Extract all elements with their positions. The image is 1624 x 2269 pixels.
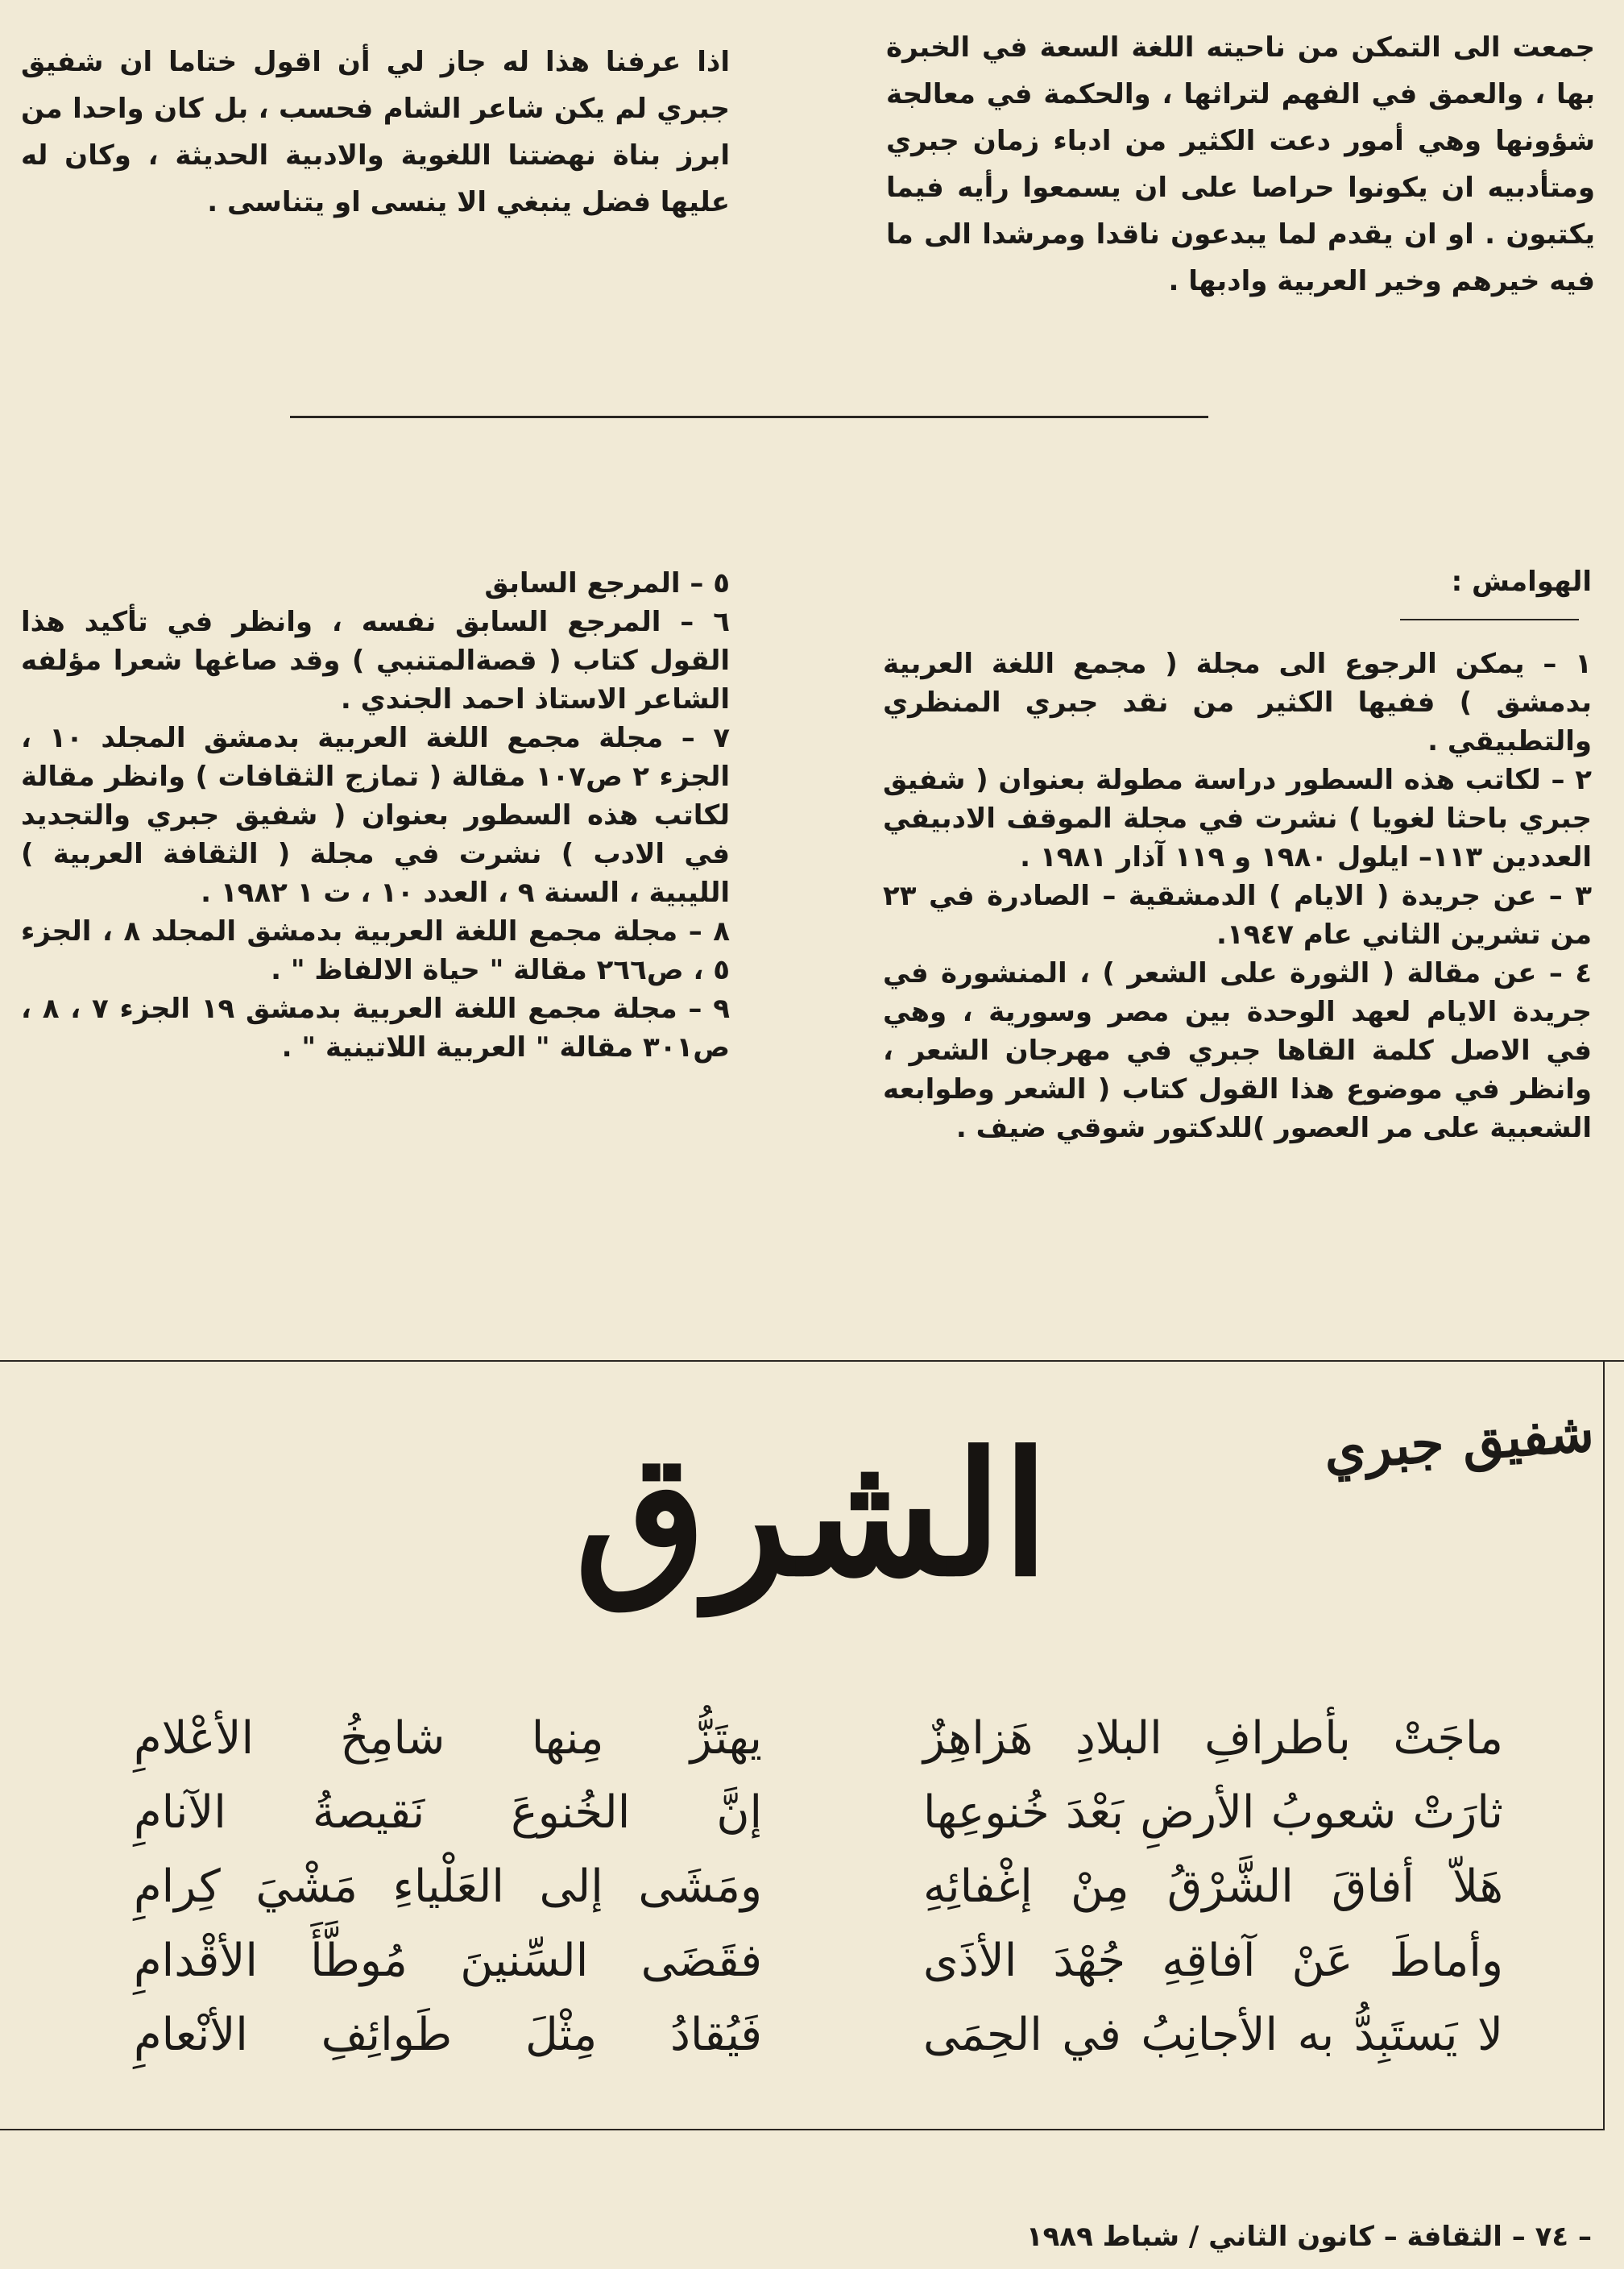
footnote-2: ٢ – لكاتب هذه السطور دراسة مطولة بعنوان ( شفيق جبري باحثا لغويا ) نشرت في مجلة الموقف الادبيفي العددين ١١٣– ايلول ١٩٨٠ و ١١٩ آذار ١٩٨١ .	[883, 764, 1592, 873]
footnotes-heading: الهوامش :	[1451, 566, 1592, 598]
verse-1-second: يهتَزُّ مِنها شامِخُ الأعْلامِ	[134, 1712, 762, 1765]
intro-paragraph: جمعت الى التمكن من ناحيته اللغة السعة في الخبرة بها ، والعمق في الفهم لتراثها ، والحكمة في معالجة شؤونها وهي أمور دعت الكثير من ادباء زمان جبري ومتأدبيه ان يكونوا حراصا على ان يسمعوا رأيه فيما يكتبون . او ان يقدم لما يبدعون ناقدا ومرشدا الى ما فيه خيرهم وخير العربية وادبها .	[886, 31, 1595, 297]
intro-column-right	[886, 24, 1595, 305]
footnote-4: ٤ – عن مقالة ( الثورة على الشعر ) ، المنشورة في جريدة الايام لعهد الوحدة بين مصر وسورية ، وهي في الاصل كلمة القاها جبري في مهرجان الشعر ، وانظر في موضوع هذا القول كتاب ( الشعر وطوابعه الشعبية على مر العصور )للدكتور شوقي ضيف .	[883, 957, 1592, 1144]
footnote-3: ٣ – عن جريدة ( الايام ) الدمشقية – الصادرة في ٢٣ من تشرين الثاني عام ١٩٤٧.	[883, 880, 1592, 951]
verse-3-second: ومَشَى إلى العَلْياءِ مَشْيَ كِرامِ	[134, 1860, 762, 1913]
conclusion-paragraph: اذا عرفنا هذا له جاز لي أن اقول ختاما ان شفيق جبري لم يكن شاعر الشام فحسب ، بل كان واحدا من ابرز بناة نهضتنا اللغوية والادبية الحديثة ، وكان له عليها فضل ينبغي الا ينسى او يتناسى .	[21, 46, 730, 218]
footnote-8: ٨ – مجلة مجمع اللغة العربية بدمشق المجلد ٨ ، الجزء ٥ ، ص٢٦٦ مقالة " حياة الالفاظ " .	[21, 915, 730, 986]
footnotes-column-right	[883, 645, 1592, 1147]
poem-first-hemistichs	[923, 1702, 1503, 2072]
verse-2-second: إنَّ الخُنوعَ نَقيصةُ الآنامِ	[134, 1786, 762, 1839]
footnote-7: ٧ – مجلة مجمع اللغة العربية بدمشق المجلد ١٠ ، الجزء ٢ ص١٠٧ مقالة ( تمازج الثقافات ) وانظر مقالة لكاتب هذه السطور بعنوان ( شفيق جبري والتجديد في الادب ) نشرت في مجلة ( الثقافة العربية ) الليبية ، السنة ٩ ، العدد ١٠ ، ت ١ ١٩٨٢ .	[21, 722, 731, 909]
poem-box-bottom-border	[0, 2129, 1605, 2130]
footnote-6: ٦ – المرجع السابق نفسه ، وانظر في تأكيد هذا القول كتاب ( قصةالمتنبي ) وقد صاغها شعرا مؤلفه الشاعر الاستاذ احمد الجندي .	[21, 606, 730, 716]
verse-3-first: هَلاّ أفاقَ الشَّرْقُ مِنْ إغْفائِهِ	[923, 1860, 1503, 1913]
footnotes-heading-underline	[1400, 619, 1579, 620]
verse-5-first: لا يَستَبِدُّ به الأجانِبُ في الحِمَى	[923, 2009, 1503, 2061]
footnote-5: ٥ – المرجع السابق	[484, 567, 730, 599]
poem-title: الشرق	[574, 1415, 1050, 1614]
footnote-9: ٩ – مجلة مجمع اللغة العربية بدمشق ١٩ الجزء ٧ ، ٨ ، ص٣٠١ مقالة " العربية اللاتينية " .	[21, 993, 730, 1064]
poem-author: شفيق جبري	[1321, 1400, 1596, 1483]
verse-2-first: ثارَتْ شعوبُ الأرضِ بَعْدَ خُنوعِها	[923, 1786, 1503, 1839]
page-footer: – ٧٤ – الثقافة – كانون الثاني / شباط ١٩٨٩	[1025, 2221, 1592, 2253]
poem-box-top-border	[0, 1360, 1624, 1362]
section-divider	[290, 416, 1208, 418]
verse-4-second: فقَضَى السِّنينَ مُوطَّأَ الأقْدامِ	[134, 1935, 762, 1987]
verse-1-first: ماجَتْ بأطرافِ البلادِ هَزاهِزٌ	[923, 1712, 1503, 1765]
footnotes-column-left	[21, 564, 730, 1067]
verse-4-first: وأماطَ عَنْ آفاقِهِ جُهْدَ الأذَى	[923, 1935, 1503, 1987]
poem-second-hemistichs	[134, 1702, 762, 2072]
footnote-1: ١ – يمكن الرجوع الى مجلة ( مجمع اللغة العربية بدمشق ) ففيها الكثير من نقد جبري المنظري والتطبيقي .	[883, 648, 1592, 757]
intro-column-left	[21, 39, 730, 226]
verse-5-second: فَيُقادُ مِثْلَ طَوائِفِ الأنْعامِ	[134, 2009, 762, 2061]
